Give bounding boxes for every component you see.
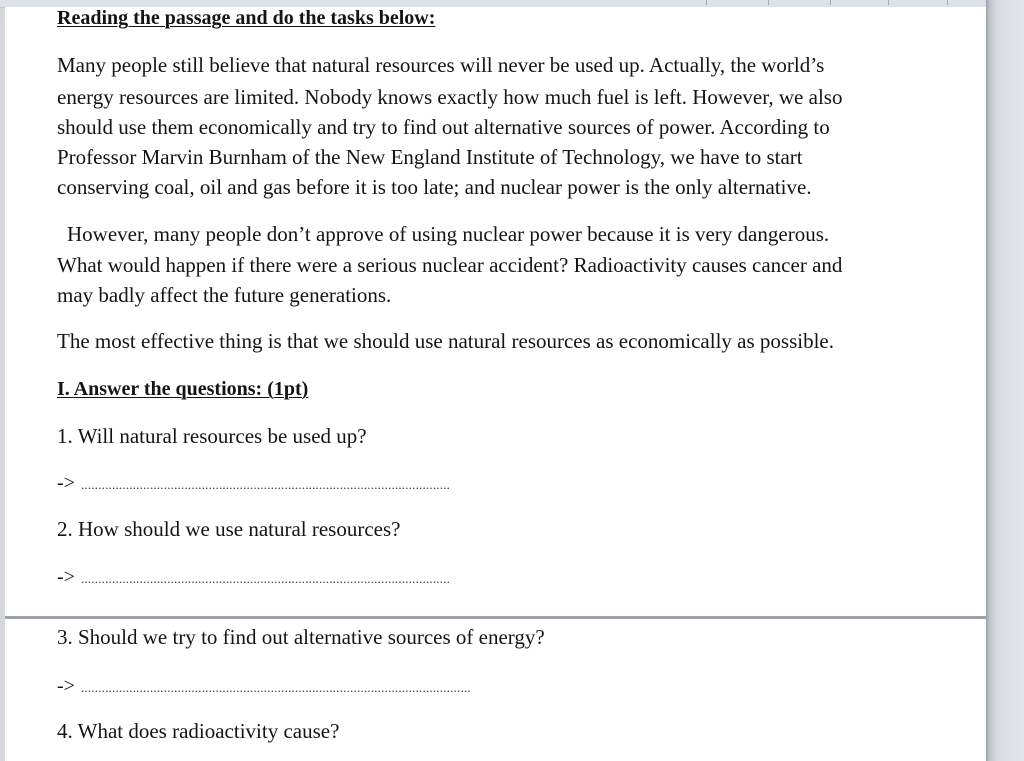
ruler-tick [830, 0, 831, 5]
passage-line: Many people still believe that natural resources will never be used up. Actually, the world’s [57, 53, 825, 77]
passage-line: What would happen if there were a serious nuclear accident? Radioactivity causes cancer and [57, 253, 843, 277]
passage-line: Professor Marvin Burnham of the New England Institute of Technology, we have to start [57, 145, 803, 169]
vertical-scroll-area[interactable] [986, 0, 1024, 761]
passage-line: conserving coal, oil and gas before it is too late; and nuclear power is the only alternative. [57, 175, 812, 199]
ruler-tick [706, 0, 707, 5]
answer-line-3[interactable] [57, 673, 471, 701]
answer-arrow: -> [57, 675, 75, 697]
passage-line: However, many people don’t approve of using nuclear power because it is very dangerous. [67, 222, 830, 246]
task-heading: Reading the passage and do the tasks below: [57, 7, 436, 29]
answer-line-2[interactable] [57, 564, 450, 592]
passage-line: should use them economically and try to find out alternative sources of power. According to [57, 115, 830, 139]
ruler-tick [768, 0, 769, 5]
passage-line: energy resources are limited. Nobody knows exactly how much fuel is left. However, we also [57, 85, 843, 109]
answer-dots: ................................................................................................................. [80, 680, 471, 695]
question-1: 1. Will natural resources be used up? [57, 424, 367, 448]
ruler-tick [947, 0, 948, 5]
ruler-tick [888, 0, 889, 5]
question-2: 2. How should we use natural resources? [57, 517, 401, 541]
answer-dots: ........................................................................................................... [80, 477, 451, 492]
answer-arrow: -> [57, 472, 75, 494]
passage-line: may badly affect the future generations. [57, 283, 392, 307]
question-4: 4. What does radioactivity cause? [57, 719, 340, 743]
answer-arrow: -> [57, 566, 75, 588]
answer-line-1[interactable] [57, 470, 450, 498]
answer-dots: ........................................................................................................... [80, 571, 451, 586]
question-3: 3. Should we try to find out alternative sources of energy? [57, 625, 545, 649]
section-heading: I. Answer the questions: (1pt) [57, 378, 309, 400]
passage-line: The most effective thing is that we should use natural resources as economically as possible. [57, 329, 834, 353]
